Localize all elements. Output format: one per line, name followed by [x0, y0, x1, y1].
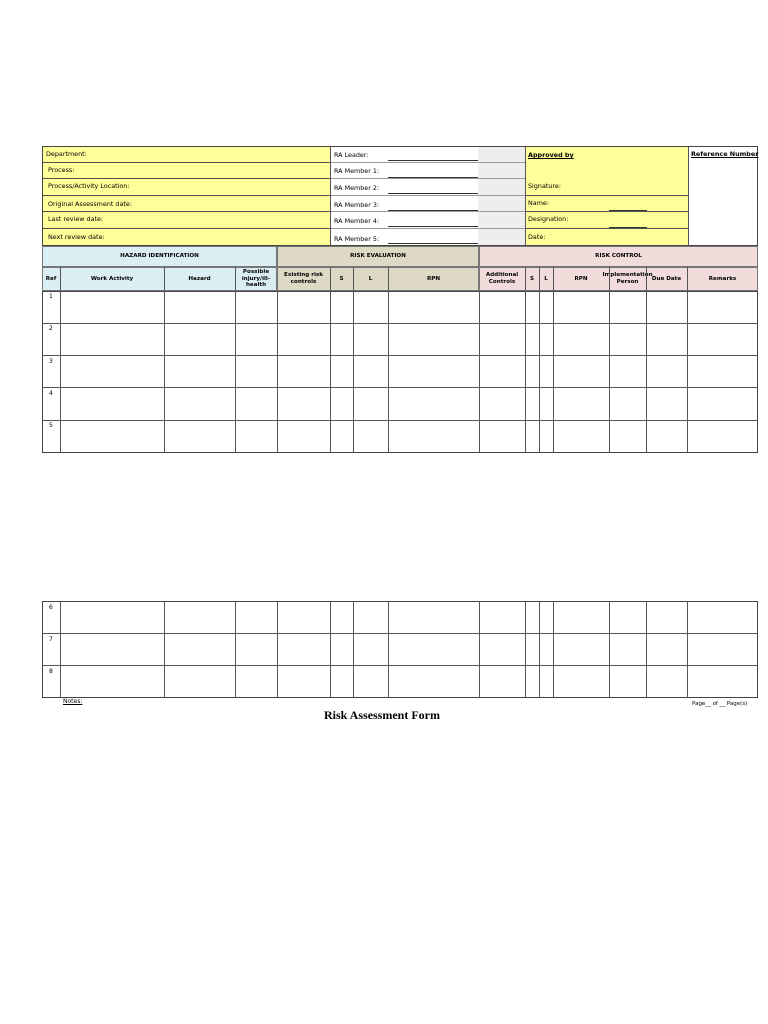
field-location: Process/Activity Location: [48, 182, 130, 190]
ra-member-3-field[interactable] [388, 210, 478, 211]
name-label: Name: [528, 199, 550, 207]
col-implementation-person: Implementation Person [602, 272, 653, 285]
approval-panel [525, 147, 688, 245]
table-body-page2 [42, 601, 758, 698]
section-risk-evaluation: RISK EVALUATION [277, 246, 479, 267]
field-last-review: Last review date: [48, 215, 104, 223]
section-hazard-identification: HAZARD IDENTIFICATION [42, 246, 277, 267]
ra-leader-field[interactable] [388, 160, 478, 161]
ra-member-2-label: RA Member 2: [334, 184, 380, 192]
name-field[interactable] [609, 210, 647, 211]
row-ref-4: 4 [49, 390, 53, 397]
col-work-activity: Work Activity [90, 275, 134, 282]
designation-label: Designation: [528, 215, 569, 223]
col-due-date: Due Date [651, 275, 682, 282]
col-s-evaluation: S [339, 275, 344, 282]
page-count-label: Page__ of __ Page(s) [692, 701, 748, 707]
ra-member-1-label: RA Member 1: [334, 167, 380, 175]
row-ref-2: 2 [49, 325, 53, 332]
section-risk-control: RISK CONTROL [479, 246, 758, 267]
designation-field[interactable] [609, 227, 647, 228]
row-ref-3: 3 [49, 358, 53, 365]
field-next-review: Next review date: [48, 233, 105, 241]
ra-member-3-label: RA Member 3: [334, 201, 380, 209]
reference-number-label: Reference Number [691, 150, 759, 158]
field-department: Department: [46, 150, 87, 158]
notes-label: Notes: [63, 698, 83, 705]
approved-by-label: Approved by [528, 151, 574, 159]
ra-member-1-field[interactable] [388, 177, 478, 178]
col-possible-injury: Possible injury/ill-health [241, 269, 271, 289]
ra-member-5-label: RA Member 5: [334, 235, 380, 243]
col-rpn-evaluation: RPN [426, 275, 441, 282]
col-l-evaluation: L [368, 275, 373, 282]
row-ref-7: 7 [49, 636, 53, 643]
col-ref: Ref [45, 275, 57, 282]
row-ref-5: 5 [49, 422, 53, 429]
col-rpn-control: RPN [574, 275, 588, 282]
date-label: Date: [528, 233, 546, 241]
table-body-page1 [42, 291, 758, 453]
row-ref-8: 8 [49, 668, 53, 675]
col-hazard: Hazard [188, 275, 211, 282]
col-additional-controls: Additional Controls [485, 272, 519, 285]
signature-label: Signature: [528, 182, 561, 190]
ra-member-2-field[interactable] [388, 193, 478, 194]
col-remarks: Remarks [708, 275, 737, 282]
field-original-date: Original Assessment date: [48, 200, 132, 208]
field-process: Process: [48, 166, 75, 174]
ra-member-5-field[interactable] [388, 243, 478, 244]
row-ref-1: 1 [49, 293, 53, 300]
ra-member-4-field[interactable] [388, 226, 478, 227]
ra-leader-label: RA Leader: [334, 151, 369, 159]
row-ref-6: 6 [49, 604, 53, 611]
ra-member-4-label: RA Member 4: [334, 217, 380, 225]
form-title: Risk Assessment Form [324, 708, 440, 722]
col-existing-controls: Existing risk controls [284, 272, 323, 285]
col-s-control: S [529, 275, 535, 282]
col-l-control: L [544, 275, 548, 282]
